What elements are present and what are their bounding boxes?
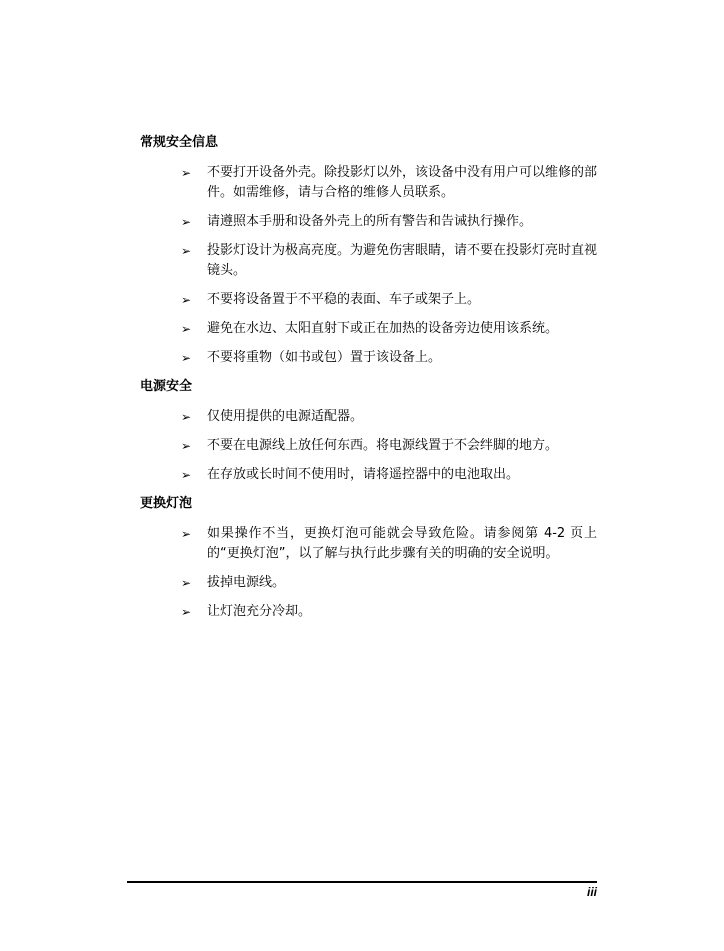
footer-divider: [127, 881, 597, 883]
section-replace-lamp: [140, 494, 610, 622]
arrow-bullet-icon: ➢: [181, 215, 192, 229]
list-item: [140, 163, 597, 203]
section-title: 常规安全信息: [140, 135, 219, 150]
list-item: [140, 241, 597, 281]
list-item-text: 投影灯设计为极高亮度。为避免伤害眼睛，请不要在投影灯亮时直视镜头。: [207, 243, 598, 278]
list-item-text: 不要将设备置于不平稳的表面、车子或架子上。: [207, 292, 481, 307]
page-content: [140, 133, 610, 631]
list-item: [140, 290, 597, 310]
list-item-text: 让灯泡充分冷却。: [207, 604, 312, 619]
arrow-bullet-icon: ➢: [181, 322, 192, 336]
list-item: [140, 602, 597, 622]
section-general-safety: [140, 133, 610, 368]
list-item: [140, 465, 597, 485]
arrow-bullet-icon: ➢: [181, 351, 192, 365]
list-item: [140, 212, 597, 232]
arrow-bullet-icon: ➢: [181, 468, 192, 482]
arrow-bullet-icon: ➢: [181, 527, 192, 541]
list-item-text: 请遵照本手册和设备外壳上的所有警告和告诫执行操作。: [207, 214, 533, 229]
list-item-text: 仅使用提供的电源适配器。: [207, 409, 364, 424]
list-item: [140, 348, 597, 368]
bullet-list: [140, 407, 610, 485]
arrow-bullet-icon: ➢: [181, 410, 192, 424]
list-item-text: 不要在电源线上放任何东西。将电源线置于不会绊脚的地方。: [207, 438, 559, 453]
list-item-text: 在存放或长时间不使用时，请将遥控器中的电池取出。: [207, 467, 520, 482]
bullet-list: [140, 524, 610, 622]
section-title: 更换灯泡: [140, 496, 193, 511]
list-item-text: 不要打开设备外壳。除投影灯以外，该设备中没有用户可以维修的部件。如需维修，请与合格的维修人员联系。: [207, 165, 598, 200]
list-item-text: 避免在水边、太阳直射下或正在加热的设备旁边使用该系统。: [207, 321, 559, 336]
list-item-text: 拔掉电源线。: [207, 575, 286, 590]
page-number: iii: [586, 885, 597, 899]
arrow-bullet-icon: ➢: [181, 166, 192, 180]
list-item: [140, 436, 597, 456]
arrow-bullet-icon: ➢: [181, 439, 192, 453]
arrow-bullet-icon: ➢: [181, 244, 192, 258]
section-title: 电源安全: [140, 379, 193, 394]
bullet-list: [140, 163, 610, 368]
list-item: [140, 407, 597, 427]
section-power-safety: [140, 377, 610, 485]
list-item: [140, 319, 597, 339]
list-item-text: 如果操作不当，更换灯泡可能就会导致危险。请参阅第 4-2 页上的“更换灯泡”，以了解与执行此步骤有关的明确的安全说明。: [207, 526, 597, 561]
arrow-bullet-icon: ➢: [181, 576, 192, 590]
list-item-text: 不要将重物（如书或包）置于该设备上。: [207, 350, 442, 365]
arrow-bullet-icon: ➢: [181, 605, 192, 619]
list-item: [140, 573, 597, 593]
arrow-bullet-icon: ➢: [181, 293, 192, 307]
list-item: [140, 524, 597, 564]
